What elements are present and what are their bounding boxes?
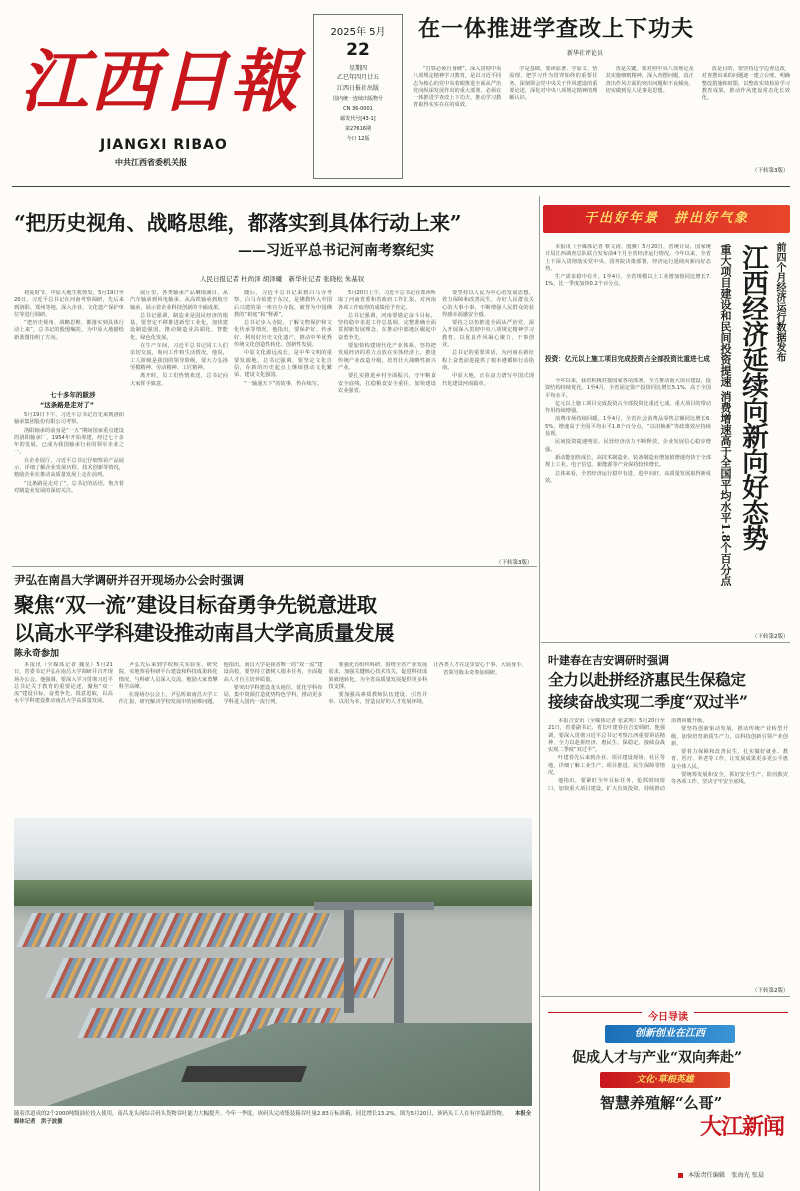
issue-publisher: 江西日报社出版 [336,85,379,92]
xi-body-col5: 要坚持以人民为中心的发展思想，着力保障和改善民生，办好人民群众关心的大事小事，不断增强人民群众的获得感幸福感安全感。 要持之以恒推进全面从严治党，深入开展深入贯彻中央八项规定精神学习教育，以优良作风凝心聚力、干事创业。 总书记的重要讲话，为河南在新征程上奋勇前进提供了根本遵循和行动指南。 中原大地，正在奋力谱写中国式现代化建设河南篇章。 [442,290,534,387]
issue-lunar: 乙巳年四月廿五 [336,74,379,81]
guide-banner-2-text: 文化·草根英雄 [636,1075,694,1085]
photo-crane-beam [314,902,434,910]
lead-title: 在一体推进学查改上下功夫 [418,16,695,42]
issue-cn-number: 国内统一连续出版物号 [332,96,383,102]
economy-body-a: 本报讯（全媒体记者 蔡文涛、殷骥）5月20日，省统计局、国家统计局江西调查总队联合发布前4个月全省经济运行情况。今年以来，全省上下深入贯彻落实党中央、国务院决策部署，经济运行延续向新向好态势。 生产需求稳中有升。1至4月，全省规模以上工业增加值同比增长7.1%，比一季度加快0.2个百分点。 [545,244,711,288]
issue-cn: CN 36-0001 [343,106,373,112]
divider-xi [12,566,537,567]
xi-continued: （下转第3版） [496,560,533,566]
footer-editor-text: 本版责任编辑 张海光 张晨 [687,1172,765,1179]
photo-credit: 本报全媒体记者 洪子波摄 [14,1111,532,1125]
photo-containers-2 [45,958,394,998]
guide-banner-1-text: 创新创业在江西 [635,1028,705,1039]
xi-body-col1: 初夏时节，中原大地生机勃发。5月19日至20日，习近平总书记在河南考察调研，先后来到洛阳、郑州等地，深入企业、文化遗产保护单位等进行调研。 “把历史视角、战略思维，都落实到具体行动上来”，总书记的殷殷嘱托，为中原大地描绘新蓝图指明了方向。 [14,290,124,341]
lead-body: “打铁必须自身硬”。深入贯彻中央八项规定精神学习教育，是以习近平同志为核心的党中央着眼推进全面从严治党向纵深发展作出的重大部署，必须在一体推进学查改上下功夫，推动学习教育取得实实在在的成效。 学是基础，要读原著、学原文、悟原理，把学习作为贯穿始终的重要任务，深刻领会党中央关于作风建设的重要论述，深化对中央八项规定精神的理解认识。 查是关键，要对照中央八项规定及其实施细则精神，深入查摆问题，真正查出作风方面的突出问题和不良倾向，切实做到见人见事见思想。 改是目的，要坚持边学边查边改，对查摆出来的问题逐一建立台账、明确整改措施和时限，以整改实效检验学习教育成果，推动作风建设常态化长效化。 [413,66,790,109]
xi-body-col4: 5月20日上午，习近平总书记在郑州听取了河南省委和省政府工作汇报，对河南各项工作取得的成绩给予肯定。 总书记强调，河南要锚定奋斗目标，坚持稳中求进工作总基调，完整准确全面贯彻新发展理念，在推动中部地区崛起中奋勇争先。 要加快构建现代化产业体系，坚持把发展经济的着力点放在实体经济上，推进传统产业改造升级，培育壮大战略性新兴产业。 要扎实推进乡村全面振兴，守牢粮食安全底线，扛稳粮食安全重任，加快建设农业强省。 [338,290,436,394]
issue-weekday: 星期四 [348,65,367,72]
ye-title-2: 接续奋战实现二季度“双过半” [548,692,748,711]
issue-year-month: 2025年 5月 [330,27,386,38]
photo-barge [181,1066,307,1082]
photo-crane-1 [344,903,354,1013]
economy-deck: 重大项目建设和民间投资提速 消费增速高于全国平均水平1.8个百分点 [719,244,732,586]
issue-box [313,14,403,179]
guide-headline-1[interactable]: 促成人才与产业“双向奔赴” [572,1050,743,1066]
yin-title-1: 聚焦“双一流”建设目标奋勇争先锐意进取 [14,593,377,617]
divider-ye [541,996,790,997]
photo-river [14,1023,532,1106]
issue-pages: 今日 12版 [346,136,370,142]
photo-caption-text: 随着洪道成的2个2000吨级油位投入使用，南昌龙头岗综合码头货物吞吐能力大幅提升。今年一季度，该码头完成集装箱吞吐量2.83万标准箱，同比增长13.2%。图为5月20日，该码头工人在有序装卸货物。 [14,1111,508,1117]
ye-body: 本报吉安讯（全媒体记者 张武明）5月20日至21日，省委副书记、省长叶建春在吉安调研。他强调，要深入贯彻习近平总书记考察江西重要讲话精神，全力以赴拼经济、惠民生、保稳定，接续奋战实现二季度“双过半”。 叶建春先后来到企业、项目建设现场、社区等地，详细了解工业生产、项目推进、民生保障等情况。 他指出，要紧盯全年目标任务，抢抓时间窗口，加快重大项目建设，扩大有效投资，持续推动消费回暖升级。 要坚持创新驱动发展，推动传统产业转型升级，加快培育新质生产力，以科技创新引领产业创新。 要着力保障和改善民生，扎实做好就业、教育、医疗、养老等工作，让发展成果更多更公平惠及全体人民。 要统筹发展和安全，抓好安全生产、防汛救灾等各项工作，坚决守牢安全底线。 [548,718,788,792]
photo-crane-2 [394,913,404,1023]
economy-continued: （下转第2版） [752,634,789,640]
photo-trees [14,880,532,906]
footer-editor [678,1170,764,1179]
economy-subhead: 投资：亿元以上施工项目完成投资占全部投资比重进七成 [545,355,710,363]
guide-banner-2[interactable] [600,1072,730,1088]
xi-subtitle: ——习近平总书记河南考察纪实 [238,243,434,259]
guide-banner-1[interactable] [605,1025,735,1043]
photo-caption [14,1110,532,1126]
organ-label: 中共江西省委机关报 [115,158,187,167]
lead-byline: 新华社评论员 [567,50,604,57]
lead-continued: （下转第3版） [752,168,789,174]
guide-header [548,1005,788,1023]
issue-post-code: 邮发代号[43-1] [340,116,376,122]
xi-subhead-1: 七十多年的跋涉 [50,391,96,399]
yin-attend: 陈永奇参加 [14,649,60,659]
port-photo [14,818,532,1106]
dajiang-logo[interactable] [700,1110,784,1150]
footer-marker-icon [678,1173,683,1178]
xi-reporters: 人民日报记者 杜尚泽 胡泽曦 新华社记者 张晓松 朱基钗 [200,275,365,283]
divider-economy [541,642,790,643]
issue-day: 22 [346,40,370,60]
logo-pinyin: JIANGXI RIBAO [100,137,228,153]
xi-body-col2: 展厅里，各类轴承产品琳琅满目，从汽车轴承到风电轴承，从高铁轴承到航空轴承，展示着企业科技创新的丰硕成果。 总书记强调，制造业是国民经济的根基，要坚定不移推进新型工业化，加快建设制造强国，推动制造业高端化、智能化、绿色化发展。 在生产车间，习近平总书记同工人们亲切交流，询问工作和生活情况。他说，工人阶级是我国的领导阶级，要大力弘扬劳模精神、劳动精神、工匠精神。 离开时，员工们热情欢送，总书记向大家挥手致意。 [130,290,228,387]
guide-headline-2[interactable]: 智慧养殖解“么哥” [600,1094,723,1112]
ye-kicker: 叶建春在吉安调研时强调 [548,654,669,667]
ye-title-1: 全力以赴拼经济惠民生保稳定 [548,670,746,689]
xi-title: “把历史视角、战略思维，都落实到具体行动上来” [14,211,462,235]
divider-top [12,186,790,187]
economy-banner-text: 干出好年景 拼出好气象 [583,211,749,226]
divider-vertical [539,196,540,1191]
economy-title: 江西经济延续向新向好态势 [737,244,768,550]
economy-body-b: 今年以来，我省积极对接国家各项部署，全力推动重大项目建设，投资结构持续优化。1至4月，全省固定资产投资同比增长5.1%，高于全国平均水平。 亿元以上施工项目完成投资占全部投资比重近七成，重大项目的带动作用持续增强。 消费市场持续回暖。1至4月，全省社会消费品零售总额同比增长6.5%，增速高于全国平均水平1.8个百分点，“以旧换新”等政策效应持续显现。 民间投资提速明显，民营经济活力不断释放，企业发展信心稳步增强。 新动能加快成长，高技术制造业、装备制造业增加值增速均快于全部规上工业。电子信息、新能源等产业保持较快增长。 总体来看，全省经济运行稳中有进、进中向好，高质量发展取得新成效。 [545,378,711,484]
economy-kicker: 前四个月经济运行数据发布 [774,242,785,362]
yin-body: 本报讯（全媒体记者 魏星）5月21日，省委书记尹弘在南昌大学调研并召开现场办公会。他强调，要深入学习贯彻习近平总书记关于教育的重要论述，聚焦“双一流”建设目标，奋勇争先、锐意进取，以高水平学科建设推动南昌大学高质量发展。 尹弘先后来到学校相关实验室、研究院，实地察看科研平台建设和科技成果转化情况，与科研人员深入交流，勉励大家勇攀科学高峰。 在现场办公会上，尹弘听取南昌大学工作汇报，研究解决学校发展中的困难问题。他指出，南昌大学是我省唯一的“双一流”建设高校，要坚持立德树人根本任务，全面提高人才自主培养质量。 要突出学科建设龙头地位，优化学科布局，集中资源打造优势特色学科，推动更多学科进入国内一流行列。 要强化有组织科研，围绕全省产业发展需求，加强关键核心技术攻关，促进科技成果就地转化，为全省高质量发展提供更多科技支撑。 要加强高素质教师队伍建设，引育并举、以用为本，营造良好的人才发展环境，让各类人才在这里安心干事、大展身手。 省领导陈永奇参加调研。 [14,662,527,706]
economy-banner [543,205,790,233]
ye-continued: （下转第2版） [752,988,789,994]
issue-number: 第27616期 [345,126,371,132]
xi-body-col3: 随后，习近平总书记来到白马寺考察。白马寺始建于东汉，是佛教传入中国后兴建的第一座官办寺院，被誉为中国佛教的“祖庭”和“释源”。 总书记步入寺院，了解文物保护和文化传承等情况。他指出，要保护好、传承好、利用好历史文化遗产，推动中华优秀传统文化创造性转化、创新性发展。 中原文化源远流长，是中华文明的重要发源地。总书记强调，要坚定文化自信，在新的历史起点上继续推动文化繁荣、建设文化强国。 “一轴通天下”的故事，仍在续写。 [234,290,332,387]
photo-containers-1 [16,913,332,947]
guide-title: 今日导读 [642,1012,694,1023]
masthead-logo [20,40,300,130]
dajiang-logo-text: 大江新闻 [700,1114,785,1140]
xi-subhead-2: “这条路是走对了” [40,401,95,409]
yin-kicker: 尹弘在南昌大学调研并召开现场办公会时强调 [14,573,244,587]
yin-title-2: 以高水平学科建设推动南昌大学高质量发展 [14,621,394,645]
logo-text: 江西日報 [20,42,301,122]
xi-body-col1b: 5月19日下午，习近平总书记首先来到洛阳轴承集团股份有限公司考察。 洛阳轴承的前身是“一五”期间国家重点建设的洛阳轴承厂，1954年开始筹建，经过七十多年的发展，已成为我国轴承行业的领军企业之一。 在企业展厅，习近平总书记仔细察看产品展示，详细了解企业发展历程、技术创新等情况，勉励企业在推动高质量发展上走在前列。 “这条路是走对了”，总书记的话语，饱含着对制造业发展的深切关注。 [14,412,124,494]
